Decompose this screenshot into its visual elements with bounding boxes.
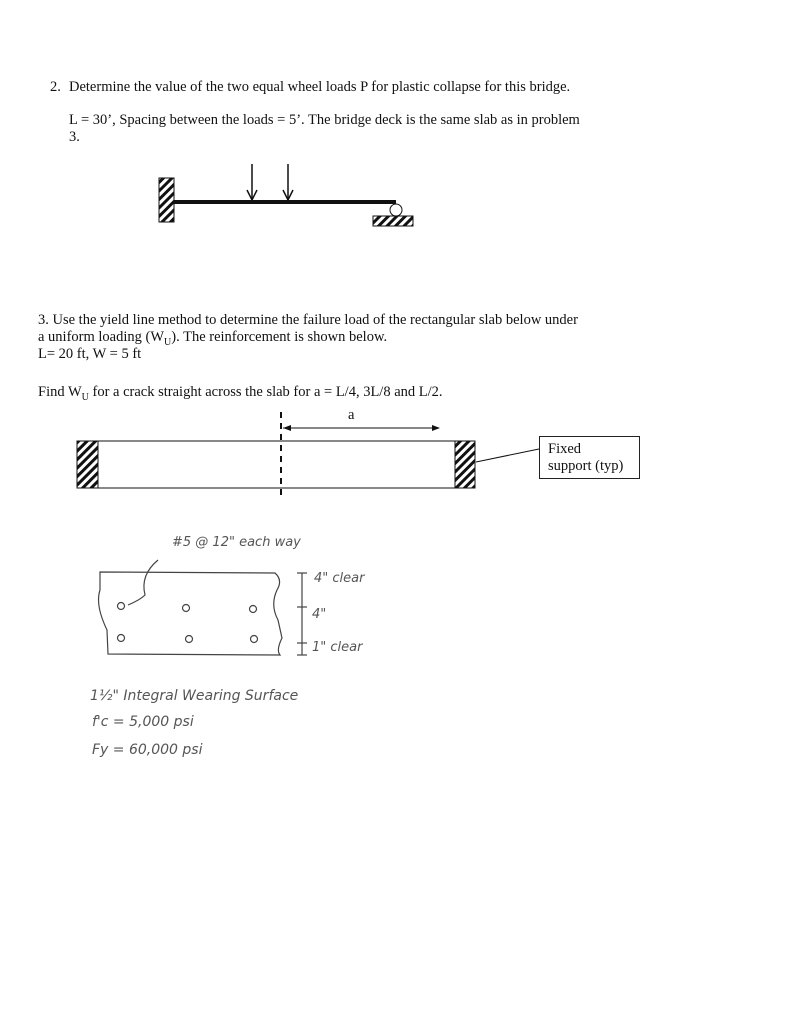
handwritten-bar-label: #5 @ 12" each way bbox=[172, 535, 301, 550]
handwritten-wearing-surface: 1½" Integral Wearing Surface bbox=[90, 688, 299, 704]
support-note-line2: support (typ) bbox=[548, 458, 624, 474]
load-arrow-2 bbox=[283, 164, 293, 200]
beam-diagram bbox=[159, 164, 413, 226]
reinforcement-sketch bbox=[99, 560, 307, 655]
handwritten-fy: Fy = 60,000 psi bbox=[92, 742, 203, 758]
text: a uniform loading (W bbox=[38, 329, 165, 345]
right-fixed-support bbox=[455, 441, 475, 488]
problem2-given: L = 30’, Spacing between the loads = 5’. The bridge deck is the same slab as in problem bbox=[69, 112, 580, 128]
load-arrow-1 bbox=[247, 164, 257, 200]
roller-ground bbox=[373, 216, 413, 226]
support-leader-line bbox=[476, 449, 539, 462]
handwritten-fc: f'c = 5,000 psi bbox=[92, 714, 194, 730]
problem3-line1: 3. Use the yield line method to determine the failure load of the rectangular slab below under bbox=[38, 312, 578, 328]
problem2-number: 2. bbox=[50, 79, 61, 95]
slab-outline bbox=[77, 441, 475, 488]
problem2-given-cont: 3. bbox=[69, 129, 80, 145]
text: Find W bbox=[38, 384, 82, 400]
fixed-support bbox=[159, 178, 174, 222]
roller-support bbox=[390, 204, 402, 216]
text: ). The reinforcement is shown below. bbox=[171, 329, 388, 345]
dimension-label-a: a bbox=[348, 407, 355, 423]
handwritten-bottom-clear: 1" clear bbox=[312, 640, 363, 655]
slab-diagram bbox=[77, 412, 539, 496]
dimension-arrow-a bbox=[283, 425, 440, 431]
beam bbox=[174, 200, 396, 204]
text: for a crack straight across the slab for a = L/4, 3L/8 and L/2. bbox=[88, 384, 443, 400]
subscript: U bbox=[164, 336, 172, 348]
problem3-given: L= 20 ft, W = 5 ft bbox=[38, 346, 142, 362]
problem3-find bbox=[38, 384, 443, 403]
support-note-line1: Fixed bbox=[548, 441, 582, 457]
left-fixed-support bbox=[77, 441, 98, 488]
handwritten-top-clear: 4" clear bbox=[314, 571, 365, 586]
problem2-text: Determine the value of the two equal wheel loads P for plastic collapse for this bridge. bbox=[69, 79, 571, 95]
handwritten-spacing: 4" bbox=[312, 607, 327, 622]
subscript: U bbox=[81, 391, 89, 403]
support-note-box bbox=[539, 436, 640, 479]
depth-dimension bbox=[297, 573, 307, 655]
leader-arrow bbox=[128, 560, 158, 605]
rebar-dots bbox=[118, 603, 258, 643]
